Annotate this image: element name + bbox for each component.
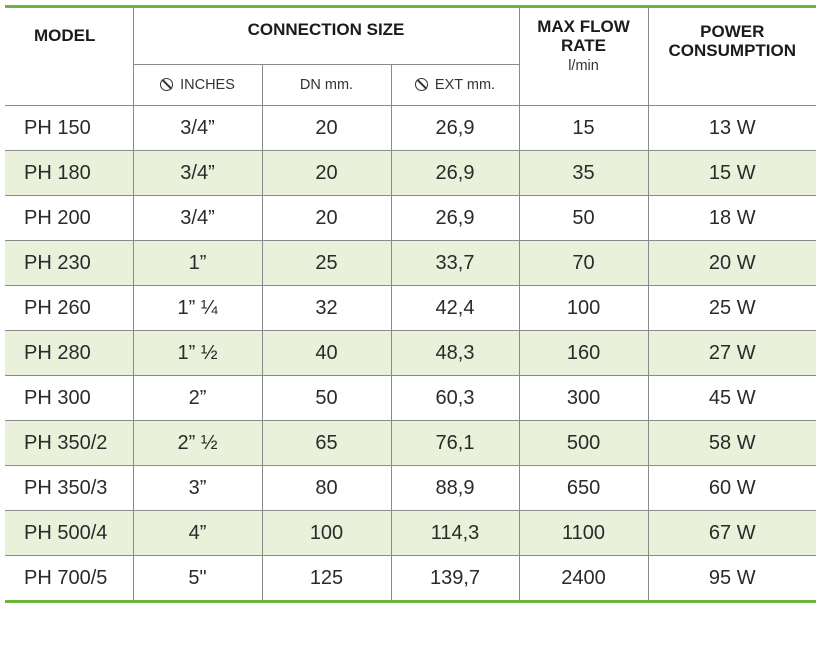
cell-model: PH 350/2 [5,421,133,466]
cell-inches: 4” [133,511,262,556]
header-dn: DN mm. [262,65,391,106]
table-row [5,466,816,511]
table-row [5,106,816,151]
cell-inches: 5" [133,556,262,602]
cell-model: PH 150 [5,106,133,151]
cell-power: 60 W [648,466,816,511]
table-row [5,511,816,556]
table-row [5,286,816,331]
cell-model: PH 500/4 [5,511,133,556]
cell-dn: 50 [262,376,391,421]
cell-ext: 114,3 [391,511,519,556]
cell-ext: 48,3 [391,331,519,376]
table-row [5,241,816,286]
cell-inches: 3/4” [133,151,262,196]
cell-power: 27 W [648,331,816,376]
cell-inches: 1” ¼ [133,286,262,331]
cell-dn: 125 [262,556,391,602]
cell-flow: 1100 [519,511,648,556]
cell-ext: 42,4 [391,286,519,331]
cell-ext: 33,7 [391,241,519,286]
cell-ext: 88,9 [391,466,519,511]
cell-dn: 40 [262,331,391,376]
header-inches [133,65,262,106]
header-max-flow-line1: MAX FLOW [537,17,630,36]
header-row-top [5,7,816,65]
cell-ext: 139,7 [391,556,519,602]
cell-dn: 20 [262,151,391,196]
table-body [5,106,816,602]
cell-flow: 35 [519,151,648,196]
cell-inches: 3” [133,466,262,511]
cell-dn: 65 [262,421,391,466]
cell-inches: 3/4” [133,196,262,241]
cell-flow: 160 [519,331,648,376]
cell-model: PH 230 [5,241,133,286]
cell-model: PH 350/3 [5,466,133,511]
cell-flow: 100 [519,286,648,331]
cell-ext: 76,1 [391,421,519,466]
cell-power: 18 W [648,196,816,241]
header-power-line2: CONSUMPTION [668,41,797,60]
table-header [5,7,816,106]
cell-flow: 500 [519,421,648,466]
cell-flow: 2400 [519,556,648,602]
header-connection-size: CONNECTION SIZE [133,7,519,65]
spec-table-container [5,5,816,603]
table-row [5,331,816,376]
cell-dn: 25 [262,241,391,286]
header-ext [391,65,519,106]
cell-power: 25 W [648,286,816,331]
cell-inches: 1” ½ [133,331,262,376]
cell-power: 13 W [648,106,816,151]
table-row [5,151,816,196]
cell-flow: 650 [519,466,648,511]
header-ext-label: EXT mm. [434,76,496,93]
header-max-flow-rate [519,7,648,106]
header-max-flow-line2: RATE [561,36,607,55]
cell-inches: 2” [133,376,262,421]
cell-dn: 20 [262,106,391,151]
cell-flow: 300 [519,376,648,421]
table-row [5,376,816,421]
cell-flow: 70 [519,241,648,286]
cell-power: 15 W [648,151,816,196]
cell-inches: 2” ½ [133,421,262,466]
header-power-consumption [648,7,816,106]
table-row [5,421,816,466]
header-max-flow-unit: l/min [568,58,599,74]
cell-model: PH 200 [5,196,133,241]
cell-power: 20 W [648,241,816,286]
cell-flow: 50 [519,196,648,241]
cell-inches: 3/4” [133,106,262,151]
cell-ext: 26,9 [391,196,519,241]
header-model: MODEL [5,7,133,106]
diameter-icon [160,78,173,91]
cell-ext: 60,3 [391,376,519,421]
header-power-line1: POWER [700,22,765,41]
cell-dn: 100 [262,511,391,556]
cell-inches: 1” [133,241,262,286]
diameter-icon [415,78,428,91]
cell-power: 45 W [648,376,816,421]
cell-dn: 20 [262,196,391,241]
cell-model: PH 300 [5,376,133,421]
table-row [5,196,816,241]
cell-model: PH 260 [5,286,133,331]
cell-flow: 15 [519,106,648,151]
cell-power: 95 W [648,556,816,602]
cell-ext: 26,9 [391,151,519,196]
cell-power: 67 W [648,511,816,556]
table-row [5,556,816,602]
cell-power: 58 W [648,421,816,466]
cell-ext: 26,9 [391,106,519,151]
cell-model: PH 280 [5,331,133,376]
cell-model: PH 700/5 [5,556,133,602]
pump-spec-table [5,5,816,603]
header-inches-label: INCHES [180,76,235,93]
cell-dn: 80 [262,466,391,511]
cell-dn: 32 [262,286,391,331]
cell-model: PH 180 [5,151,133,196]
